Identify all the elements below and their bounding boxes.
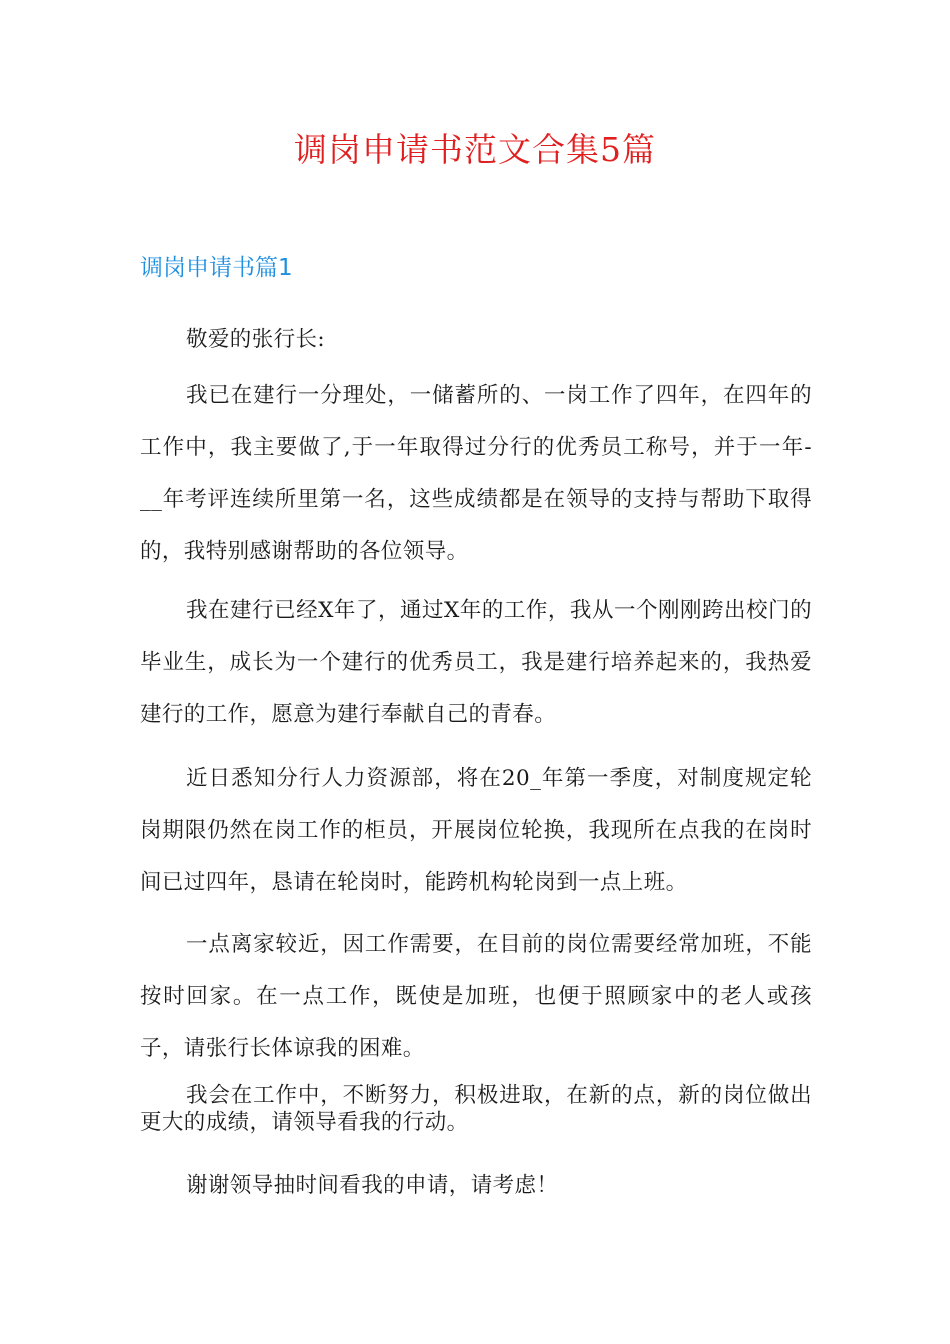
body-paragraph: 我在建行已经X年了，通过X年的工作，我从一个刚刚跨出校门的毕业生，成长为一个建行的优秀员工，我是建行培养起来的，我热爱建行的工作，愿意为建行奉献自己的青春。 xyxy=(140,598,812,727)
section-heading: 调岗申请书篇1 xyxy=(140,255,293,281)
body-paragraph: 一点离家较近，因工作需要，在目前的岗位需要经常加班，不能按时回家。在一点工作，既使是加班，也便于照顾家中的老人或孩子，请张行长体谅我的困难。 xyxy=(140,932,812,1061)
body-paragraph: 近日悉知分行人力资源部，将在20_年第一季度，对制度规定轮岗期限仍然在岗工作的柜员，开展岗位轮换，我现所在点我的在岗时间已过四年，恳请在轮岗时，能跨机构轮岗到一点上班。 xyxy=(140,766,812,895)
salutation: 敬爱的张行长: xyxy=(186,327,326,352)
body-paragraph: 我已在建行一分理处，一储蓄所的、一岗工作了四年，在四年的工作中，我主要做了,于一年取得过分行的优秀员工称号，并于一年-__年考评连续所里第一名，这些成绩都是在领导的支持与帮助下取得的，我特别感谢帮助的各位领导。 xyxy=(140,383,812,564)
document-title: 调岗申请书范文合集5篇 xyxy=(294,130,656,169)
body-paragraph: 我会在工作中，不断努力，积极进取，在新的点，新的岗位做出更大的成绩，请领导看我的行动。 xyxy=(140,1083,812,1135)
closing-paragraph: 谢谢领导抽时间看我的申请，请考虑！ xyxy=(186,1173,559,1198)
